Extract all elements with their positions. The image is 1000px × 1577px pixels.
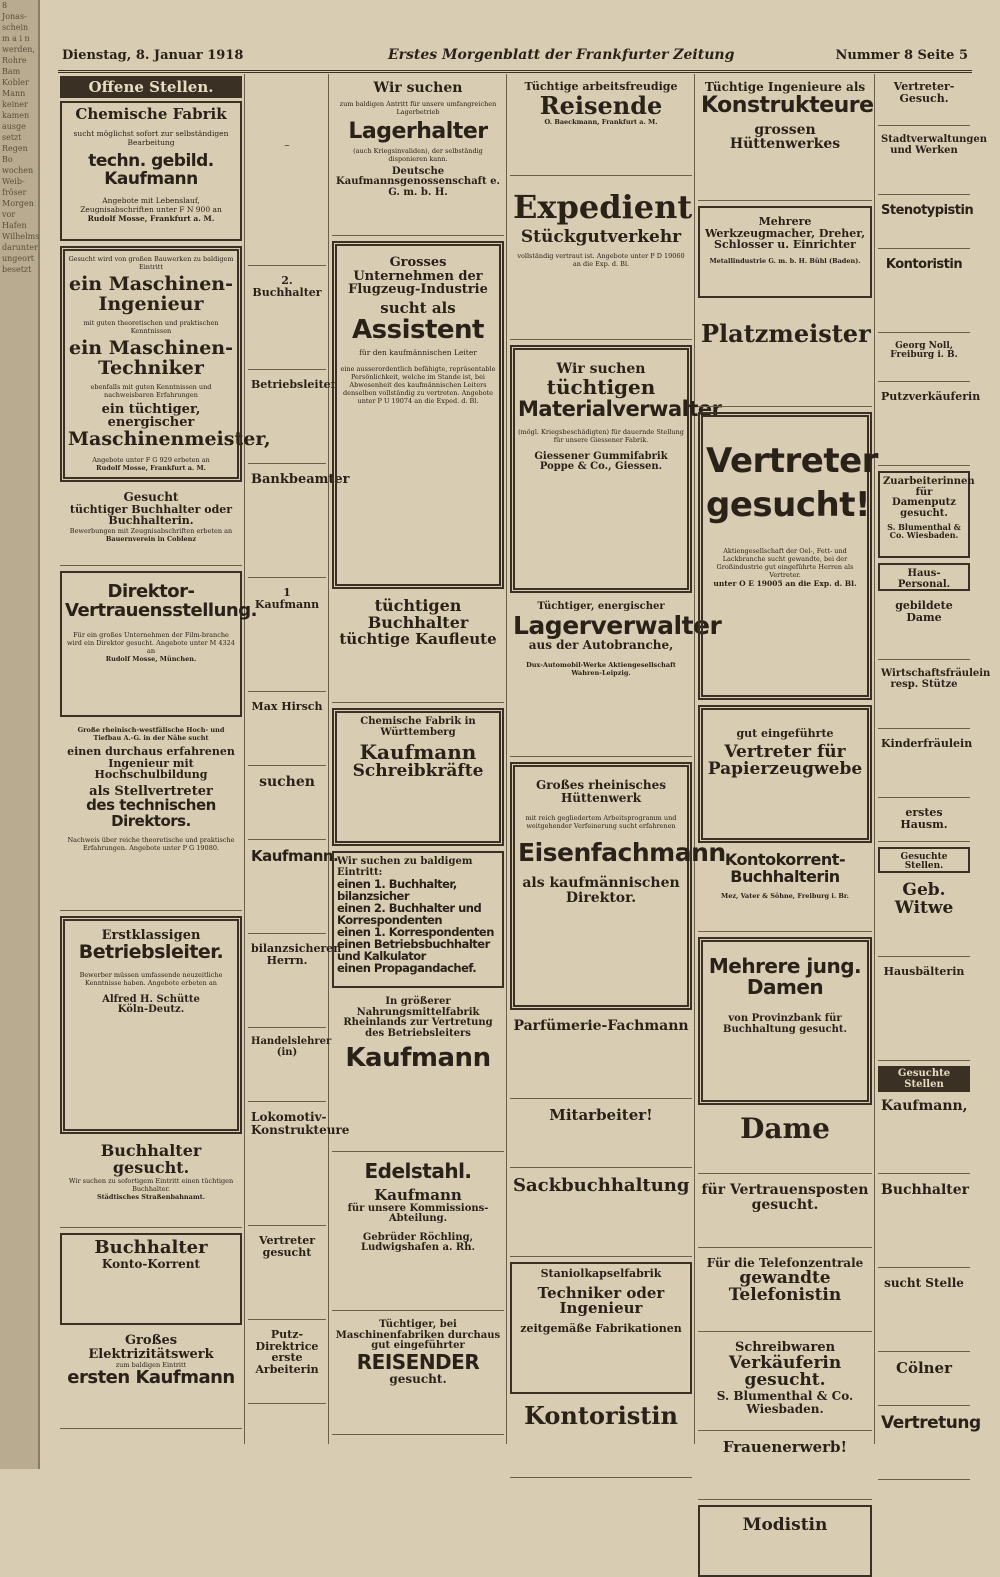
- column-2: [246, 74, 350, 1444]
- ad-subtitle: als kaufmännischen Direktor.: [522, 875, 680, 907]
- ad-subtitle: Konto-Korrent: [101, 1256, 201, 1271]
- ad-title: Direktor-Vertrauensstellung.: [65, 581, 257, 621]
- ad-dame: [698, 1110, 872, 1174]
- ad-sackbuchhaltung: [510, 1173, 692, 1257]
- ad-title: Vertreter gesucht: [258, 1234, 316, 1259]
- ad-small: [878, 734, 973, 798]
- margin-text: kamen: [2, 111, 30, 120]
- ad-body-text: ebenfalls mit guten Kenntnissen und nachweisbaren Erfahrungen: [90, 382, 212, 399]
- ad-city: Köln-Deutz.: [117, 1004, 185, 1016]
- ad-small: [878, 878, 970, 957]
- ad-title: Kinderfräulein: [881, 737, 973, 750]
- ad-title: Handelslehrer (in): [251, 1036, 332, 1058]
- ad-heading: Für die Telefonzentrale: [706, 1256, 864, 1270]
- margin-text: 8: [2, 1, 8, 10]
- ad-list-item: einen Propagandachef.: [337, 961, 477, 976]
- ad-title: Konstrukteure: [701, 92, 874, 118]
- ad-subtitle: tüchtige Kaufleute: [339, 629, 497, 648]
- ad-stellvertreter: [60, 722, 242, 911]
- ad-subtitle: als Stellvertreter: [89, 783, 213, 799]
- ad-heading: Tüchtige arbeitsfreudige: [524, 80, 678, 93]
- ad-title: Kaufmann: [359, 740, 477, 764]
- ad-body-text: Bewerber müssen umfassende neuzeitliche Kenntnisse haben. Angebote erbeten an: [79, 970, 223, 987]
- ad-title: Cölner: [896, 1359, 952, 1377]
- ad-title: Lagerhalter: [348, 118, 488, 144]
- ad-heading: Große rheinisch-westfälische Hoch- und Tiefbau A.-G. in der Nähe sucht: [77, 726, 225, 742]
- ad-body-text: mit reich gegliedertem Arbeitsprogramm und weitgehender Verfeinerung sucht erfahrenen: [525, 814, 677, 831]
- ad-title: Vertreter für Papierzeugwebe: [707, 741, 863, 780]
- margin-text: besetzt: [2, 265, 32, 274]
- ad-mitarbeiter: [510, 1104, 692, 1168]
- margin-text: Weib-: [2, 177, 25, 186]
- ad-title: Putz-Direktrice erste Arbeiterin: [255, 1328, 319, 1376]
- ad-small: [878, 1095, 970, 1174]
- ad-heading: Großes rheinisches Hüttenwerk: [536, 778, 666, 805]
- ad-note: für unsere Kommissions-Abteilung.: [347, 1202, 489, 1225]
- ad-title: sucht Stelle: [884, 1276, 964, 1290]
- ad-title: Mehrere Werkzeugmacher, Dreher, Schlosser u. Einrichter: [704, 215, 866, 252]
- ad-footer: Dux-Automobil-Werke Aktiengesellschaft Wahren-Leipzig.: [526, 661, 676, 678]
- column-4: [508, 74, 726, 1444]
- ad-title: suchen: [259, 774, 315, 790]
- ad-small: [878, 803, 970, 842]
- ad-title: 1 Kaufmann: [254, 586, 320, 611]
- ad-subtitle: grossen Hüttenwerkes: [729, 121, 841, 153]
- ad-heading: Großes Elektrizitätswerk: [88, 1333, 214, 1362]
- ad-title: Verkäuferin gesucht.: [728, 1352, 842, 1391]
- ad-heading: Wir suchen: [373, 80, 463, 96]
- section-title: Offene Stellen.: [60, 76, 242, 98]
- margin-text: Jonas-: [2, 12, 27, 21]
- ad-kontoristin: [510, 1399, 692, 1478]
- ad-vertreter-papier: [698, 705, 872, 843]
- ad-title: Kaufmann.: [251, 847, 339, 865]
- ad-title: Hausbälterin: [883, 965, 965, 978]
- ad-subtitle: von Provinzbank für Buchhaltung gesucht.: [723, 1013, 847, 1035]
- ad-small: [248, 845, 339, 934]
- ad-title: Maschinenmeister,: [68, 428, 271, 451]
- ad-title: Wirtschaftsfräulein resp. Stütze: [881, 668, 991, 690]
- ad-staniol: [510, 1262, 692, 1394]
- ad-lagerverwalter: [510, 598, 722, 757]
- margin-text: Rohre: [2, 56, 27, 65]
- ad-title: Expedient: [513, 188, 693, 226]
- ad-heading: Wir suchen zu baldigem Eintritt:: [337, 856, 473, 878]
- ad-small: [248, 1107, 350, 1226]
- ad-footer: S. Blumenthal & Co. Wiesbaden.: [887, 522, 961, 541]
- margin-text: ungeort: [2, 254, 35, 263]
- ad-heading: Schreibwaren: [734, 1340, 836, 1355]
- issue-number: Nummer 8 Seite 5: [835, 48, 968, 63]
- ad-junge-damen: [698, 937, 872, 1105]
- margin-text: werden,: [2, 45, 35, 54]
- ad-title: Lagerverwalter: [513, 610, 722, 640]
- ad-title: Kontokorrent-Buchhalterin: [724, 850, 846, 886]
- ad-title: Techniker oder Ingenieur: [537, 1283, 665, 1318]
- ad-title: Frauenerwerb!: [722, 1438, 848, 1456]
- ad-footer: unter O E 19005 an die Exp. d. Bl.: [713, 579, 857, 588]
- ad-small: [878, 387, 981, 466]
- ad-list-item: einen Betriebsbuchhalter und Kalkulator: [337, 937, 490, 964]
- ad-title: Assistent: [352, 314, 484, 345]
- section-title: Gesuchte Stellen: [878, 1066, 970, 1092]
- ad-modistin: [698, 1505, 872, 1577]
- ad-title: gewandte Telefonistin: [728, 1267, 842, 1306]
- left-margin-strip: [0, 0, 40, 1469]
- ad-buchhalter-gesucht: [60, 1139, 242, 1228]
- ad-title: Lokomotiv-Konstrukteure: [251, 1110, 350, 1137]
- ad-maschinen-ingenieur: [60, 246, 271, 482]
- ad-small: [878, 962, 970, 1061]
- ad-small: [248, 469, 350, 578]
- ad-vertrauensposten: [698, 1179, 872, 1248]
- ad-title: Materialverwalter: [518, 396, 722, 421]
- ad-body-text: sucht möglichst sofort zur selbständigen Bearbeitung: [73, 128, 229, 147]
- margin-text: schein: [2, 23, 29, 32]
- ad-subtitle: sucht als: [380, 298, 456, 317]
- ad-body-text: Wir suchen zu sofortigem Eintritt einen tüchtigen Buchhalter.: [68, 1176, 234, 1193]
- ad-footer: Mez, Vater & Söhne, Freiburg i. Br.: [721, 891, 849, 900]
- ad-small: [878, 471, 975, 558]
- ad-elektrizitaetswerk: [60, 1330, 242, 1429]
- margin-text: ausge: [2, 122, 26, 131]
- ad-heading: Tüchtiger, energischer: [537, 601, 665, 612]
- ad-title: Platzmeister: [701, 319, 871, 348]
- ad-subtitle: gut eingeführte: [736, 727, 834, 740]
- ad-heading: Erstklassigen: [101, 928, 201, 943]
- ad-title: Vertreter-Gesuch.: [893, 80, 955, 105]
- column-1: [58, 74, 271, 1444]
- ad-body-text: Für ein großes Unternehmen der Film-branche wird ein Direktor gesucht. Angebote unter M 4324 an: [67, 630, 235, 655]
- ad-materialverwalter: [510, 345, 722, 593]
- ad-small: [248, 1231, 326, 1320]
- ad-vertreter-gesucht: [698, 412, 878, 700]
- ad-small: [878, 338, 970, 382]
- ad-small: [248, 583, 326, 692]
- ad-verkaeuferin: [698, 1337, 872, 1431]
- ad-body-text: mit guten theoretischen und praktischen Kenntnissen: [83, 318, 219, 335]
- ad-subtitle: Schreibkräfte: [352, 761, 484, 781]
- ad-body-text: eine ausserordentlich befähigte, repräsentable Persönlichkeit, welche im Stande ist, bei Abwesenheit des kaufmännischen Leiters denselben vollständig zu vertreten. Angebote unter P U 19074 an die Exped. d. Bl.: [340, 364, 496, 405]
- ad-heading: Tüchtige Ingenieure als: [704, 80, 866, 94]
- margin-text: Mann: [2, 89, 26, 98]
- ad-title: ein Maschinen-Ingenieur: [69, 273, 233, 315]
- ad-title: Mehrere jung. Damen: [708, 954, 862, 999]
- ad-title: Kaufmann: [345, 1043, 491, 1073]
- ad-werkzeugmacher: [698, 206, 872, 298]
- ad-heading: In größerer Nahrungsmittelfabrik Rheinlands zur Vertretung des Betriebsleiters: [343, 996, 493, 1039]
- ad-frauenerwerb: [698, 1436, 872, 1500]
- ad-title: Buchhalter: [94, 1237, 208, 1258]
- ad-title: 2. Buchhalter: [252, 274, 322, 299]
- ad-title: Geb. Witwe: [894, 880, 954, 918]
- ad-title: Buchhalter gesucht.: [100, 1141, 202, 1177]
- ad-footer: Rudolf Mosse, Frankfurt a. M.: [96, 463, 206, 472]
- margin-text: darunter: [2, 243, 38, 252]
- ad-title: tüchtigen Buchhalter: [367, 596, 469, 632]
- ad-title: Buchhalter: [881, 1182, 970, 1198]
- ad-title: Zuarbeiterinnen für Damenputz gesucht.: [883, 476, 975, 519]
- ad-title: Kontoristin: [885, 257, 963, 272]
- ad-body-text: Aktiengesellschaft der Oel-, Fett- und Lackbranche sucht gewandte, bei der Großindustrie gut eingeführte Herren als Vertreter.: [716, 547, 854, 579]
- column-5: [696, 74, 878, 1535]
- ad-footer: Städtisches Straßenbahnamt.: [96, 1192, 206, 1201]
- ad-small: [878, 1179, 970, 1268]
- ad-betriebsleiter: [60, 916, 242, 1134]
- ad-subtitle: Kaufmann: [374, 1186, 462, 1204]
- ad-title: Modistin: [742, 1515, 828, 1535]
- ad-reisender: [332, 1316, 504, 1435]
- ad-small: [248, 697, 326, 766]
- ad-company: Alfred H. Schütte: [102, 993, 200, 1005]
- ad-title: REISENDER: [356, 1349, 480, 1374]
- ad-lagerhalter: [332, 77, 504, 236]
- ad-intro: Gesucht wird von großen Bauwerken zu baldigem Eintritt: [68, 255, 234, 271]
- ad-title: Edelstahl.: [364, 1159, 472, 1183]
- ad-small: [248, 271, 326, 370]
- ad-small: [878, 200, 974, 249]
- ad-title: gebildete Dame: [895, 599, 953, 624]
- ad-body-text: ~: [283, 141, 291, 150]
- ad-footer: Rudolf Mosse, München.: [105, 654, 197, 663]
- ad-title: Stadtverwaltungen und Werken: [881, 134, 988, 156]
- ad-eisenfachmann: [510, 762, 726, 1010]
- ad-small: [878, 254, 970, 333]
- margin-text: vor: [2, 210, 16, 219]
- ad-list-item: einen 1. Korrespondenten: [337, 925, 494, 940]
- ad-heading: Chemische Fabrik in Württemberg: [360, 716, 476, 738]
- ad-small: [878, 1273, 970, 1352]
- ad-small: [248, 771, 326, 840]
- margin-text: Regen: [2, 144, 28, 153]
- ad-parfuemerie: [510, 1015, 692, 1099]
- ad-small: [248, 77, 326, 266]
- ad-body-text: Nachweis über reiche theoretische und praktische Erfahrungen. Angebote unter P G 19080.: [67, 835, 235, 852]
- ad-small: [248, 375, 337, 464]
- margin-text: keiner: [2, 100, 28, 109]
- ad-title: Betriebsleiter: [251, 378, 337, 391]
- ad-heading: Wir suchen: [556, 361, 646, 377]
- ad-title: einen durchaus erfahrenen Ingenieur mit Hochschulbildung: [67, 745, 235, 782]
- ad-footer: Bauernverein in Coblenz: [105, 534, 197, 543]
- ad-direktor: [60, 571, 257, 717]
- ad-assistent: [332, 241, 504, 589]
- ad-subtitle: gesucht.: [389, 1371, 447, 1386]
- ad-footer: Giessener Gummifabrik Poppe & Co., Giessen.: [534, 450, 668, 473]
- ad-footer: Gebrüder Röchling, Ludwigshafen a. Rh.: [361, 1231, 475, 1254]
- ad-chemische-fabrik: [60, 101, 242, 241]
- ad-platzmeister: [698, 303, 872, 407]
- ad-footer: Rudolf Mosse, Frankfurt a. M.: [87, 214, 215, 224]
- ad-body-text: Bewerbungen mit Zeugnisabschriften erbeten an: [69, 526, 233, 535]
- ad-title: Vertretung: [881, 1413, 981, 1433]
- ad-small: [248, 1325, 326, 1404]
- ad-subtitle: Stückgutverkehr: [520, 226, 682, 247]
- ad-buchhalter-kaufleute: [332, 594, 504, 703]
- ad-title: für Vertrauensposten gesucht.: [701, 1182, 869, 1213]
- ad-title: Eisenfachmann: [518, 838, 726, 868]
- ad-title: Max Hirsch: [251, 700, 323, 713]
- margin-text: Wilhelms: [2, 232, 40, 241]
- ad-title: Parfümerie-Fachmann: [513, 1018, 689, 1034]
- ad-small: [248, 939, 342, 1028]
- ad-subtitle: zeitgemäße Fabrikationen: [520, 1322, 682, 1336]
- ad-subtitle: zum baldigen Eintritt: [115, 1361, 187, 1370]
- ad-heading: Grosses Unternehmen der Flugzeug-Industrie: [348, 255, 488, 298]
- column-3: [330, 74, 507, 1444]
- ad-note: für den kaufmännischen Leiter: [359, 347, 477, 357]
- ad-title: Sackbuchhaltung: [513, 1175, 690, 1196]
- ad-nahrungsmittel: [332, 993, 504, 1152]
- section-title: Gesuchte Stellen.: [900, 852, 948, 872]
- margin-text: fröser: [2, 188, 27, 197]
- ad-small: [878, 1411, 981, 1480]
- margin-text: Hafen: [2, 221, 27, 230]
- ad-konstrukteure: [698, 77, 872, 201]
- ad-title: Putzverkäuferin: [881, 390, 981, 403]
- ad-reisende: [510, 77, 692, 176]
- margin-text: wochen: [2, 166, 34, 175]
- ad-telefonistin: [698, 1253, 872, 1332]
- ad-title: des technischen Direktors.: [86, 796, 216, 831]
- ad-expedient: [510, 181, 692, 340]
- margin-text: Morgen: [2, 199, 34, 208]
- ad-buchhalter-kontokorrent: [60, 1233, 242, 1325]
- ad-heading: Staniolkapselfabrik: [540, 1267, 662, 1280]
- section-title: Haus-Personal.: [897, 568, 951, 590]
- ad-footer: O. Baeckmann, Frankfurt a. M.: [544, 117, 658, 126]
- newspaper-page: [58, 44, 991, 1535]
- ad-small: [878, 596, 970, 660]
- margin-text: Kobler: [2, 78, 29, 87]
- ad-title: erstes Hausm.: [900, 806, 948, 831]
- margin-text: m a i n: [2, 34, 30, 43]
- ad-title: ein tüchtiger, energischer: [101, 401, 201, 431]
- ad-title: Reisende: [539, 90, 663, 120]
- ad-small: [878, 131, 988, 195]
- ad-small: [878, 1357, 970, 1406]
- ad-subtitle: aus der Autobranche,: [528, 637, 674, 652]
- ad-body-text: Angebote unter F G 929 erbeten an: [92, 455, 210, 464]
- ad-heading: Tüchtiger, bei Maschinenfabriken durchaus gut eingeführter: [335, 1319, 501, 1351]
- masthead: Erstes Morgenblatt der Frankfurter Zeitung: [388, 47, 735, 63]
- ad-title: Kontoristin: [524, 1401, 678, 1430]
- ad-title: Dame: [740, 1112, 830, 1145]
- column-6: [876, 74, 991, 1444]
- ad-list-item: einen 2. Buchhalter und Korrespondenten: [337, 901, 482, 928]
- margin-text: Bam: [2, 67, 21, 76]
- ad-small: [878, 665, 991, 729]
- ad-title: ersten Kaufmann: [67, 1367, 235, 1389]
- ad-title: ein Maschinen-Techniker: [69, 336, 233, 379]
- ad-title: Kaufmann,: [881, 1098, 968, 1114]
- ad-body-text: zum baldigen Antritt für unsere umfangreichen Lagerbetrieb: [339, 99, 497, 116]
- ad-title: Georg Noll, Freiburg i. B.: [890, 341, 958, 361]
- ad-list-item: einen 1. Buchhalter, bilanzsicher: [337, 877, 457, 904]
- ad-body-text: (mögl. Kriegsbeschädigten) für dauernde Stellung für unsere Giessener Fabrik.: [518, 427, 684, 444]
- ad-title: bilanzsicheren Herrn.: [251, 942, 342, 967]
- ad-heading: Chemische Fabrik: [75, 105, 227, 123]
- ad-title: tüchtiger Buchhalter oder Buchhalterin.: [69, 502, 233, 528]
- ad-buchhalter-coblenz: [60, 487, 242, 566]
- ad-footer: Metallindustrie G. m. b. H. Bühl (Baden).: [709, 256, 861, 265]
- ad-edelstahl: [332, 1157, 504, 1311]
- ad-small: [878, 563, 970, 591]
- ad-title: Vertreter gesucht!: [706, 441, 878, 525]
- ad-body-text: Angebote mit Lebenslauf, Zeugnisabschriften unter F N 900 an: [80, 196, 222, 215]
- ad-chemische-wuerttemberg: [332, 708, 504, 846]
- ad-small: [878, 77, 970, 126]
- ad-title: Stenotypistin: [881, 203, 974, 218]
- ad-heading: Gesucht: [123, 490, 179, 504]
- ad-title: techn. gebild. Kaufmann: [88, 150, 214, 189]
- ad-footer: Deutsche Kaufmannsgenossenschaft e. G. m. b. H.: [336, 165, 500, 198]
- ad-subtitle: tüchtigen: [546, 374, 656, 399]
- margin-text: setzt: [2, 133, 22, 142]
- ad-body-text: vollständig vertraut ist. Angebote unter P D 19060 an die Exp. d. Bl.: [517, 252, 685, 269]
- ad-body-text: (auch Kriegsinvaliden), der selbständig disponieren kann.: [353, 146, 483, 163]
- ad-small: [248, 1033, 332, 1102]
- page-header: [58, 44, 972, 73]
- ad-title: Betriebsleiter.: [78, 940, 224, 963]
- ad-title: Mitarbeiter!: [549, 1106, 653, 1124]
- ad-buchhalter-liste: [332, 851, 504, 988]
- ad-kontokorrent: [698, 848, 872, 932]
- ad-title: Bankbeamter: [251, 472, 350, 487]
- ad-small: [878, 847, 970, 873]
- issue-date: Dienstag, 8. Januar 1918: [62, 48, 244, 63]
- ad-footer: S. Blumenthal & Co. Wiesbaden.: [716, 1389, 854, 1416]
- margin-text: Bo: [2, 155, 13, 164]
